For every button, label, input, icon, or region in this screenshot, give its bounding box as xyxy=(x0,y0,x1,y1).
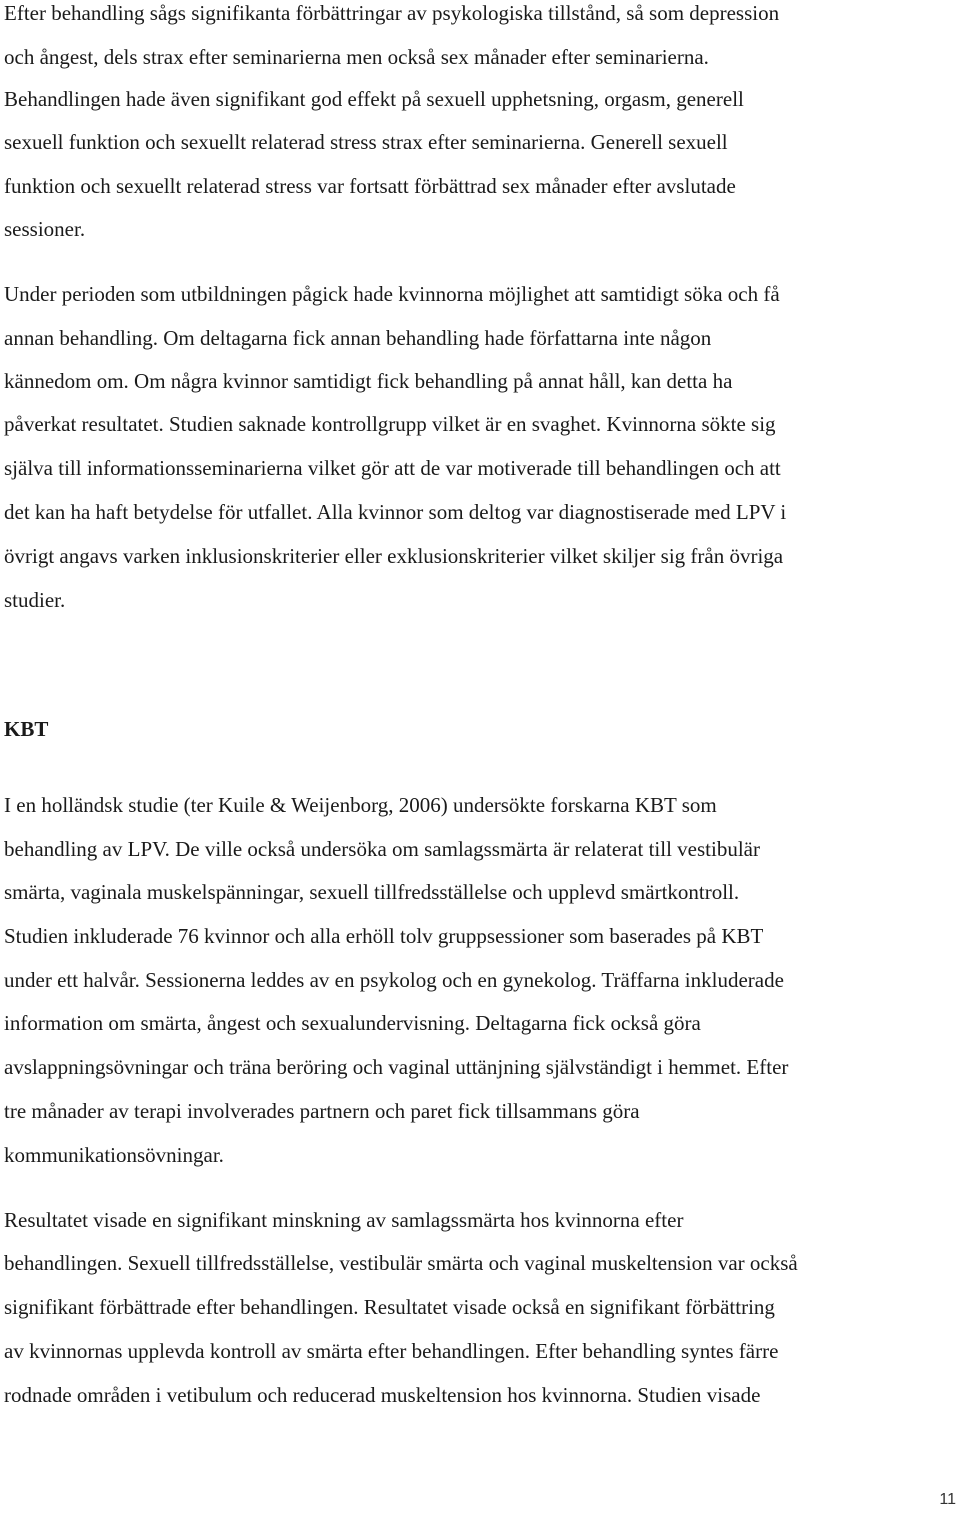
text-line: sessioner. xyxy=(4,217,86,241)
text-line: funktion och sexuellt relaterad stress var fortsatt förbättrad sex månader efter avslutade xyxy=(4,174,736,198)
text-line: under ett halvår. Sessionerna leddes av en psykolog och en gynekolog. Träffarna inkluderade xyxy=(4,968,784,992)
text-line: I en holländsk studie (ter Kuile & Weijenborg, 2006) undersökte forskarna KBT som xyxy=(4,793,717,817)
section-heading: KBT xyxy=(4,717,49,741)
text-line: kännedom om. Om några kvinnor samtidigt fick behandling på annat håll, kan detta ha xyxy=(4,369,733,393)
text-line: information om smärta, ångest och sexualundervisning. Deltagarna fick också göra xyxy=(4,1011,701,1035)
text-line: avslappningsövningar och träna beröring och vaginal uttänjning självständigt i hemmet. Efter xyxy=(4,1055,789,1079)
text-line: själva till informationsseminarierna vilket gör att de var motiverade till behandlingen och att xyxy=(4,456,781,480)
text-line: av kvinnornas upplevda kontroll av smärta efter behandlingen. Efter behandling syntes färre xyxy=(4,1339,779,1363)
text-line: tre månader av terapi involverades partnern och paret fick tillsammans göra xyxy=(4,1099,640,1123)
text-line: och ångest, dels strax efter seminarierna men också sex månader efter seminarierna. xyxy=(4,45,709,69)
text-line: behandling av LPV. De ville också undersöka om samlagssmärta är relaterat till vestibulär xyxy=(4,837,760,861)
text-line: rodnade områden i vetibulum och reducerad muskeltension hos kvinnorna. Studien visade xyxy=(4,1383,761,1407)
text-line: Resultatet visade en signifikant minskning av samlagssmärta hos kvinnorna efter xyxy=(4,1208,684,1232)
text-line: behandlingen. Sexuell tillfredsställelse, vestibulär smärta och vaginal muskeltension var också xyxy=(4,1251,798,1275)
text-line: sexuell funktion och sexuellt relaterad stress strax efter seminarierna. Generell sexuell xyxy=(4,130,728,154)
text-line: studier. xyxy=(4,588,66,612)
page-number: 11 xyxy=(939,1491,956,1508)
text-line: övrigt angavs varken inklusionskriterier eller exklusionskriterier vilket skiljer sig från övriga xyxy=(4,544,784,568)
text-line: signifikant förbättrade efter behandlingen. Resultatet visade också en signifikant förbättring xyxy=(4,1295,775,1319)
text-line: kommunikationsövningar. xyxy=(4,1143,224,1167)
text-line: påverkat resultatet. Studien saknade kontrollgrupp vilket är en svaghet. Kvinnorna sökte sig xyxy=(4,412,776,436)
text-line: Under perioden som utbildningen pågick hade kvinnorna möjlighet att samtidigt söka och få xyxy=(4,282,780,306)
text-line: Behandlingen hade även signifikant god effekt på sexuell upphetsning, orgasm, generell xyxy=(4,87,744,111)
text-line: annan behandling. Om deltagarna fick annan behandling hade författarna inte någon xyxy=(4,326,712,350)
text-line: Studien inkluderade 76 kvinnor och alla erhöll tolv gruppsessioner som baserades på KBT xyxy=(4,924,764,948)
text-line: smärta, vaginala muskelspänningar, sexuell tillfredsställelse och upplevd smärtkontroll. xyxy=(4,880,740,904)
text-line: det kan ha haft betydelse för utfallet. Alla kvinnor som deltog var diagnostiserade med LPV i xyxy=(4,500,787,524)
text-line: Efter behandling sågs signifikanta förbättringar av psykologiska tillstånd, så som depression xyxy=(4,1,780,25)
